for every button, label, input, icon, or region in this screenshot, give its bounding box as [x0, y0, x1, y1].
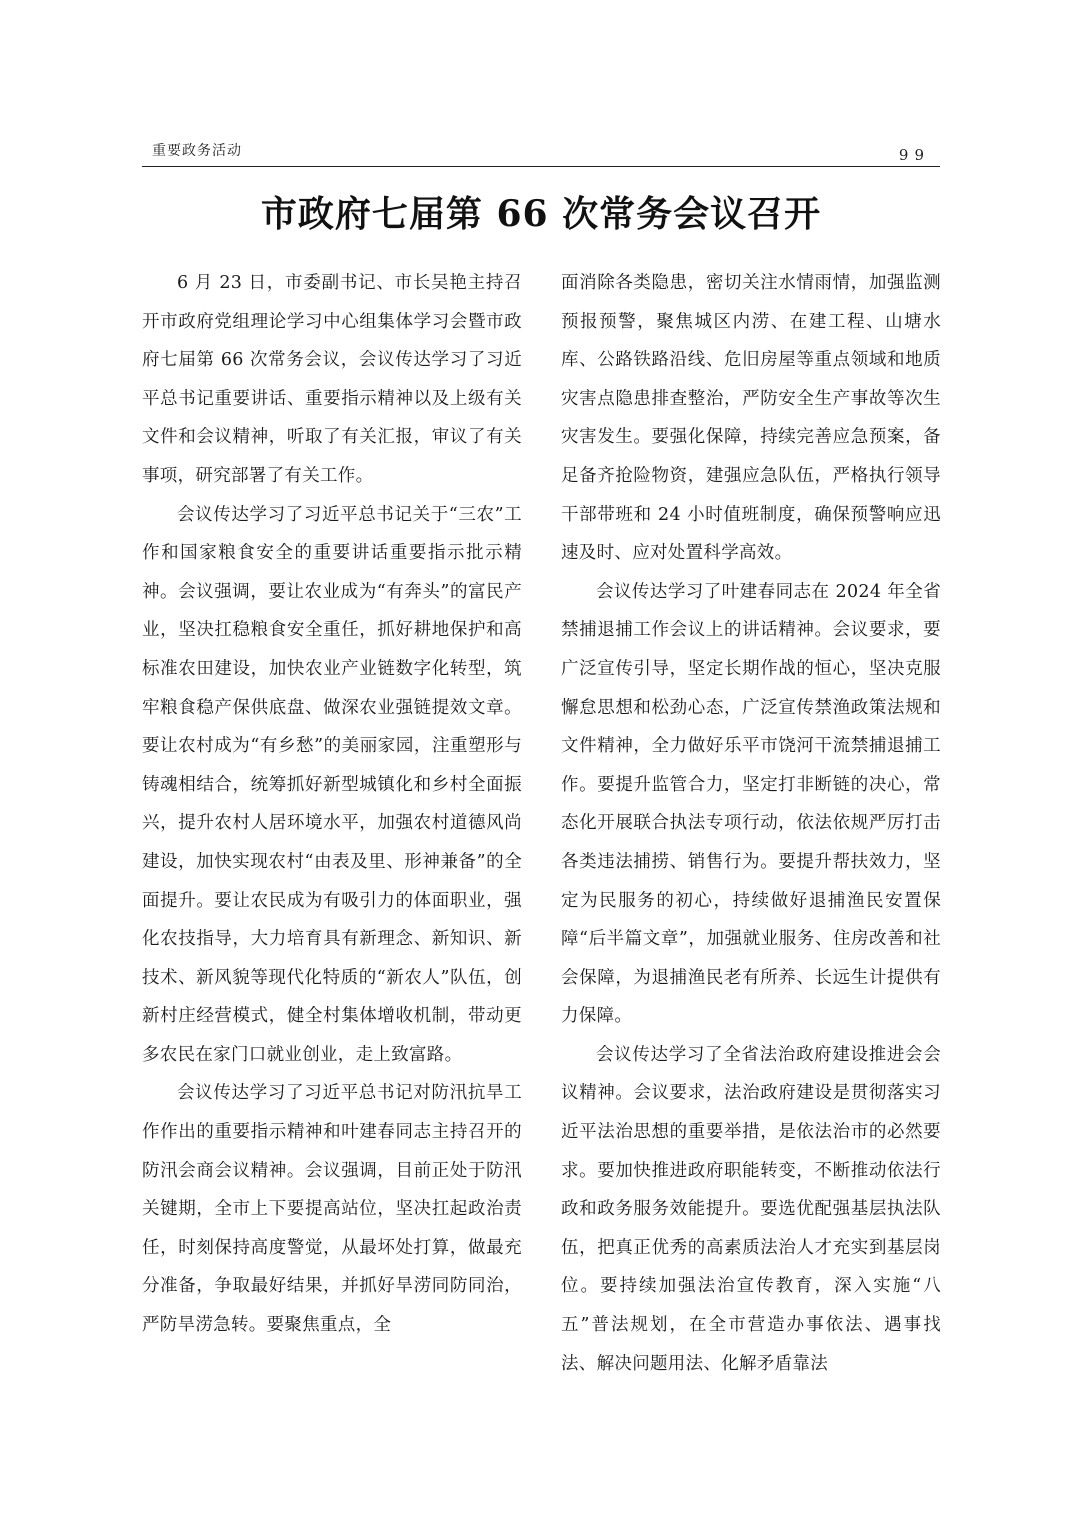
section-label: 重要政务活动 — [152, 143, 242, 159]
paragraph: 会议传达学习了全省法治政府建设推进会会议精神。会议要求，法治政府建设是贯彻落实习近平法治思想的重要举措，是依法治市的必然要求。要加快推进政府职能转变，不断推动依法行政和政务服务效能提升。要选优配强基层执法队伍，把真正优秀的高素质法治人才充实到基层岗位。要持续加强法治宣传教育，深入实施“八五”普法规划，在全市营造办事依法、遇事找法、解决问题用法、化解矛盾靠法 — [561, 1044, 941, 1374]
left-column — [142, 264, 522, 1345]
article-title: 市政府七届第 66 次常务会议召开 — [260, 193, 822, 235]
page-header — [142, 138, 940, 167]
paragraph: 会议传达学习了习近平总书记关于“三农”工作和国家粮食安全的重要讲话重要指示批示精神。会议强调，要让农业成为“有奔头”的富民产业，坚决扛稳粮食安全重任，抓好耕地保护和高标准农田建设，加快农业产业链数字化转型，筑牢粮食稳产保供底盘、做深农业强链提效文章。要让农村成为“有乡愁”的美丽家园，注重塑形与铸魂相结合，统筹抓好新型城镇化和乡村全面振兴，提升农村人居环境水平，加强农村道德风尚建设，加快实现农村“由表及里、形神兼备”的全面提升。要让农民成为有吸引力的体面职业，强化农技指导，大力培育具有新理念、新知识、新技术、新风貌等现代化特质的“新农人”队伍，创新村庄经营模式，健全村集体增收机制，带动更多农民在家门口就业创业，走上致富路。 — [142, 504, 522, 1065]
paragraph: 6 月 23 日，市委副书记、市长吴艳主持召开市政府党组理论学习中心组集体学习会暨市政府七届第 66 次常务会议，会议传达学习了习近平总书记重要讲话、重要指示精神以及上级有关文件和会议精神，听取了有关汇报，审议了有关事项，研究部署了有关工作。 — [142, 273, 522, 486]
page-number: 99 — [898, 146, 930, 164]
paragraph: 会议传达学习了叶建春同志在 2024 年全省禁捕退捕工作会议上的讲话精神。会议要求，要广泛宣传引导，坚定长期作战的恒心，坚决克服懈怠思想和松劲心态，广泛宣传禁渔政策法规和文件精神，全力做好乐平市饶河干流禁捕退捕工作。要提升监管合力，坚定打非断链的决心，常态化开展联合执法专项行动，依法依规严厉打击各类违法捕捞、销售行为。要提升帮扶效力，坚定为民服务的初心，持续做好退捕渔民安置保障“后半篇文章”，加强就业服务、住房改善和社会保障，为退捕渔民老有所养、长远生计提供有力保障。 — [561, 581, 941, 1027]
paragraph: 会议传达学习了习近平总书记对防汛抗旱工作作出的重要指示精神和叶建春同志主持召开的防汛会商会议精神。会议强调，目前正处于防汛关键期，全市上下要提高站位，坚决扛起政治责任，时刻保持高度警觉，从最坏处打算，做最充分准备，争取最好结果，并抓好旱涝同防同治，严防旱涝急转。要聚焦重点，全 — [142, 1083, 522, 1336]
right-column — [561, 264, 941, 1383]
paragraph: 面消除各类隐患，密切关注水情雨情，加强监测预报预警，聚焦城区内涝、在建工程、山塘水库、公路铁路沿线、危旧房屋等重点领域和地质灾害点隐患排查整治，严防安全生产事故等次生灾害发生。要强化保障，持续完善应急预案，备足备齐抢险物资，建强应急队伍，严格执行领导干部带班和 24 小时值班制度，确保预警响应迅速及时、应对处置科学高效。 — [561, 273, 941, 564]
